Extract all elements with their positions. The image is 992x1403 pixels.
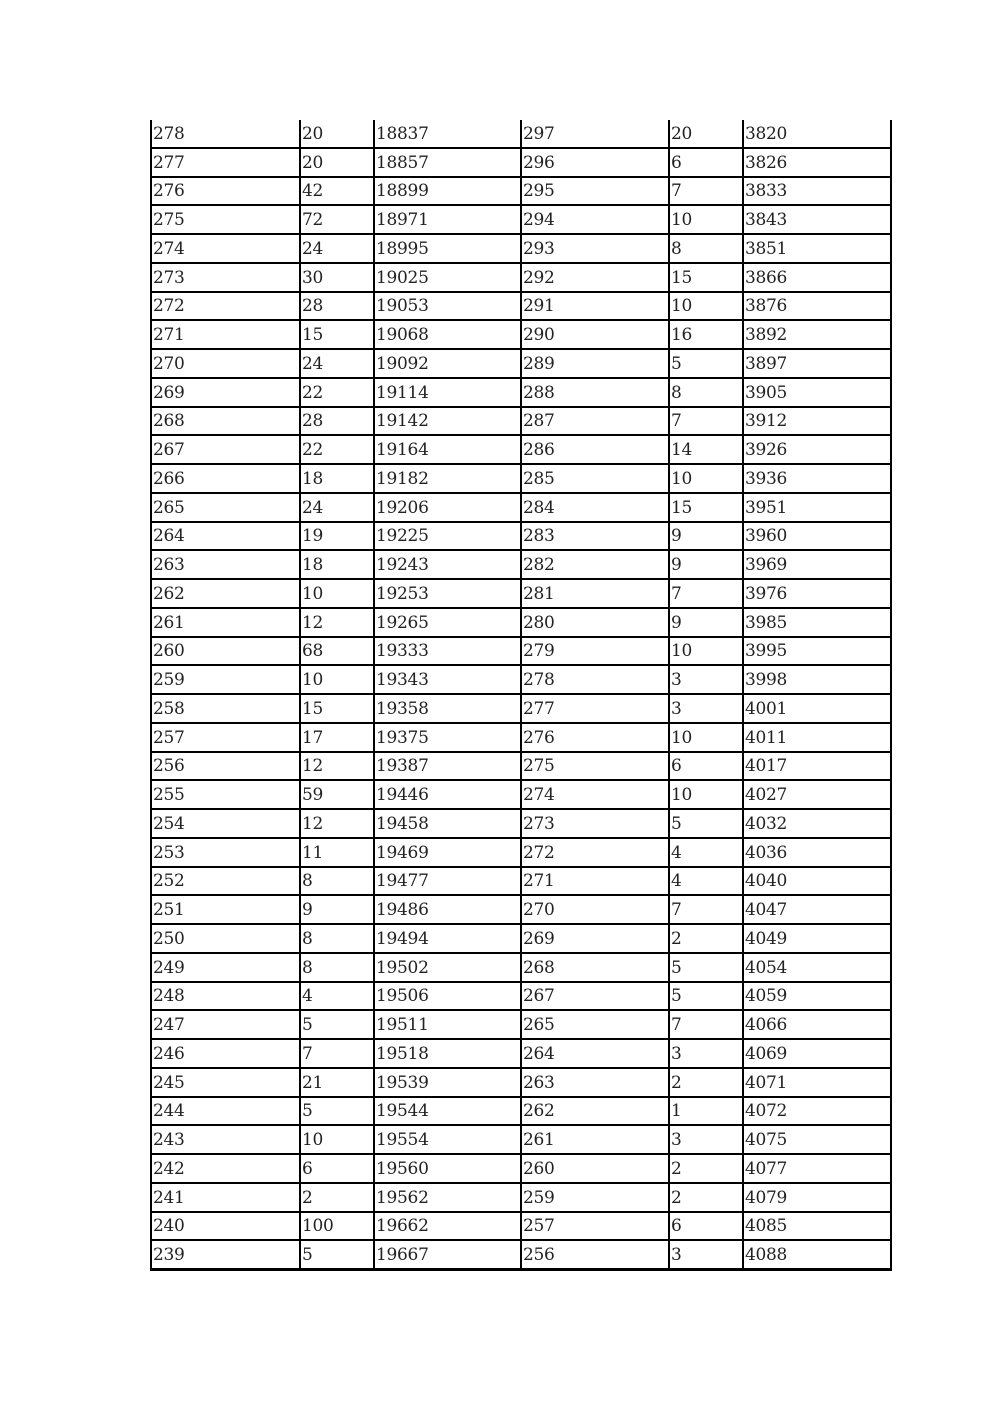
table-row <box>151 895 891 924</box>
table-row <box>151 1240 891 1269</box>
cell-cumulative-b: 3892 <box>743 320 891 349</box>
cell-count-b: 20 <box>669 120 743 148</box>
cell-count-a: 22 <box>300 378 374 407</box>
cell-score-b: 257 <box>521 1212 669 1241</box>
cell-count-b: 4 <box>669 867 743 896</box>
cell-score-a: 269 <box>151 378 300 407</box>
cell-score-b: 281 <box>521 579 669 608</box>
cell-cumulative-b: 4072 <box>743 1097 891 1126</box>
cell-count-a: 5 <box>300 1010 374 1039</box>
table-row <box>151 1039 891 1068</box>
cell-score-b: 263 <box>521 1068 669 1097</box>
cell-cumulative-b: 3851 <box>743 234 891 263</box>
table-row <box>151 522 891 551</box>
cell-count-b: 10 <box>669 464 743 493</box>
cell-score-b: 282 <box>521 550 669 579</box>
cell-cumulative-a: 19343 <box>374 665 521 694</box>
cell-count-a: 6 <box>300 1154 374 1183</box>
cell-cumulative-a: 19494 <box>374 924 521 953</box>
cell-cumulative-b: 4059 <box>743 982 891 1011</box>
cell-count-a: 19 <box>300 522 374 551</box>
cell-score-a: 272 <box>151 292 300 321</box>
cell-cumulative-b: 4047 <box>743 895 891 924</box>
cell-cumulative-b: 3926 <box>743 435 891 464</box>
cell-count-b: 6 <box>669 148 743 177</box>
cell-count-a: 15 <box>300 694 374 723</box>
cell-score-a: 247 <box>151 1010 300 1039</box>
cell-score-b: 274 <box>521 780 669 809</box>
cell-count-b: 10 <box>669 292 743 321</box>
cell-cumulative-a: 18857 <box>374 148 521 177</box>
cell-count-a: 18 <box>300 464 374 493</box>
cell-cumulative-a: 19486 <box>374 895 521 924</box>
cell-cumulative-a: 19539 <box>374 1068 521 1097</box>
cell-count-b: 9 <box>669 522 743 551</box>
cell-score-b: 277 <box>521 694 669 723</box>
cell-cumulative-b: 3820 <box>743 120 891 148</box>
table-row <box>151 1212 891 1241</box>
table-row <box>151 608 891 637</box>
table-row <box>151 1010 891 1039</box>
cell-cumulative-b: 4077 <box>743 1154 891 1183</box>
cell-cumulative-a: 18995 <box>374 234 521 263</box>
cell-count-a: 24 <box>300 349 374 378</box>
cell-score-a: 250 <box>151 924 300 953</box>
cell-count-a: 12 <box>300 809 374 838</box>
cell-score-b: 273 <box>521 809 669 838</box>
cell-count-a: 59 <box>300 780 374 809</box>
cell-score-a: 268 <box>151 407 300 436</box>
cell-count-a: 20 <box>300 120 374 148</box>
cell-score-b: 290 <box>521 320 669 349</box>
cell-cumulative-a: 19544 <box>374 1097 521 1126</box>
cell-count-a: 21 <box>300 1068 374 1097</box>
cell-count-a: 30 <box>300 263 374 292</box>
cell-count-a: 100 <box>300 1212 374 1241</box>
cell-cumulative-a: 19560 <box>374 1154 521 1183</box>
cell-score-a: 261 <box>151 608 300 637</box>
cell-score-a: 260 <box>151 637 300 666</box>
cell-cumulative-b: 4079 <box>743 1183 891 1212</box>
cell-count-b: 14 <box>669 435 743 464</box>
cell-score-b: 278 <box>521 665 669 694</box>
cell-cumulative-b: 4088 <box>743 1240 891 1269</box>
cell-cumulative-b: 4027 <box>743 780 891 809</box>
table-row <box>151 752 891 781</box>
cell-score-b: 283 <box>521 522 669 551</box>
score-table-body <box>151 120 891 1270</box>
cell-count-a: 11 <box>300 838 374 867</box>
cell-count-a: 5 <box>300 1240 374 1269</box>
cell-count-b: 10 <box>669 723 743 752</box>
cell-cumulative-a: 19469 <box>374 838 521 867</box>
cell-cumulative-b: 3876 <box>743 292 891 321</box>
cell-cumulative-b: 4054 <box>743 953 891 982</box>
cell-count-a: 28 <box>300 292 374 321</box>
cell-cumulative-a: 19053 <box>374 292 521 321</box>
cell-count-a: 8 <box>300 867 374 896</box>
cell-cumulative-a: 19164 <box>374 435 521 464</box>
cell-cumulative-b: 4040 <box>743 867 891 896</box>
cell-cumulative-a: 19025 <box>374 263 521 292</box>
cell-cumulative-b: 4049 <box>743 924 891 953</box>
cell-cumulative-a: 19243 <box>374 550 521 579</box>
cell-score-a: 245 <box>151 1068 300 1097</box>
cell-count-a: 12 <box>300 608 374 637</box>
cell-cumulative-a: 19506 <box>374 982 521 1011</box>
cell-count-b: 5 <box>669 349 743 378</box>
cell-cumulative-a: 19387 <box>374 752 521 781</box>
table-row <box>151 148 891 177</box>
cell-score-a: 262 <box>151 579 300 608</box>
cell-count-b: 7 <box>669 1010 743 1039</box>
cell-score-b: 262 <box>521 1097 669 1126</box>
cell-count-b: 6 <box>669 1212 743 1241</box>
cell-count-a: 5 <box>300 1097 374 1126</box>
cell-score-a: 259 <box>151 665 300 694</box>
cell-count-b: 2 <box>669 1154 743 1183</box>
cell-count-b: 5 <box>669 982 743 1011</box>
cell-count-b: 2 <box>669 1068 743 1097</box>
cell-cumulative-a: 19068 <box>374 320 521 349</box>
cell-count-a: 22 <box>300 435 374 464</box>
cell-score-a: 240 <box>151 1212 300 1241</box>
table-row <box>151 867 891 896</box>
cell-cumulative-a: 19554 <box>374 1125 521 1154</box>
cell-score-a: 257 <box>151 723 300 752</box>
cell-cumulative-a: 19511 <box>374 1010 521 1039</box>
table-row <box>151 407 891 436</box>
cell-cumulative-b: 3936 <box>743 464 891 493</box>
cell-count-a: 9 <box>300 895 374 924</box>
cell-count-a: 24 <box>300 234 374 263</box>
cell-count-b: 10 <box>669 780 743 809</box>
cell-count-a: 7 <box>300 1039 374 1068</box>
cell-score-a: 248 <box>151 982 300 1011</box>
cell-score-a: 255 <box>151 780 300 809</box>
cell-count-b: 3 <box>669 694 743 723</box>
cell-count-b: 5 <box>669 953 743 982</box>
cell-count-b: 9 <box>669 608 743 637</box>
cell-count-a: 28 <box>300 407 374 436</box>
cell-score-a: 264 <box>151 522 300 551</box>
cell-score-b: 291 <box>521 292 669 321</box>
cell-count-b: 3 <box>669 665 743 694</box>
cell-score-b: 289 <box>521 349 669 378</box>
cell-cumulative-b: 3976 <box>743 579 891 608</box>
cell-cumulative-a: 19358 <box>374 694 521 723</box>
cell-count-a: 10 <box>300 579 374 608</box>
cell-score-a: 266 <box>151 464 300 493</box>
cell-count-a: 8 <box>300 953 374 982</box>
cell-score-b: 261 <box>521 1125 669 1154</box>
cell-count-b: 16 <box>669 320 743 349</box>
cell-score-a: 252 <box>151 867 300 896</box>
cell-cumulative-b: 3833 <box>743 177 891 206</box>
cell-score-b: 260 <box>521 1154 669 1183</box>
cell-cumulative-a: 19662 <box>374 1212 521 1241</box>
cell-cumulative-a: 19225 <box>374 522 521 551</box>
cell-score-b: 294 <box>521 205 669 234</box>
cell-cumulative-a: 19142 <box>374 407 521 436</box>
cell-score-a: 242 <box>151 1154 300 1183</box>
cell-score-b: 288 <box>521 378 669 407</box>
cell-count-a: 18 <box>300 550 374 579</box>
table-row <box>151 1097 891 1126</box>
table-row <box>151 637 891 666</box>
cell-score-b: 265 <box>521 1010 669 1039</box>
cell-count-b: 4 <box>669 838 743 867</box>
cell-score-a: 270 <box>151 349 300 378</box>
cell-cumulative-a: 19092 <box>374 349 521 378</box>
cell-cumulative-b: 4066 <box>743 1010 891 1039</box>
cell-count-b: 2 <box>669 924 743 953</box>
cell-score-b: 275 <box>521 752 669 781</box>
cell-cumulative-b: 3912 <box>743 407 891 436</box>
cell-score-b: 295 <box>521 177 669 206</box>
cell-score-b: 292 <box>521 263 669 292</box>
cell-score-b: 264 <box>521 1039 669 1068</box>
cell-count-a: 15 <box>300 320 374 349</box>
cell-score-a: 275 <box>151 205 300 234</box>
cell-cumulative-a: 19253 <box>374 579 521 608</box>
cell-cumulative-b: 4069 <box>743 1039 891 1068</box>
cell-count-b: 7 <box>669 177 743 206</box>
table-row <box>151 292 891 321</box>
cell-cumulative-a: 19265 <box>374 608 521 637</box>
cell-cumulative-a: 19562 <box>374 1183 521 1212</box>
cell-cumulative-b: 4071 <box>743 1068 891 1097</box>
table-row <box>151 1068 891 1097</box>
table-row <box>151 1183 891 1212</box>
cell-count-b: 7 <box>669 895 743 924</box>
cell-count-b: 7 <box>669 407 743 436</box>
table-row <box>151 780 891 809</box>
cell-count-b: 1 <box>669 1097 743 1126</box>
cell-count-b: 3 <box>669 1039 743 1068</box>
cell-count-b: 15 <box>669 263 743 292</box>
cell-score-a: 277 <box>151 148 300 177</box>
table-row <box>151 177 891 206</box>
cell-score-a: 267 <box>151 435 300 464</box>
cell-cumulative-b: 3897 <box>743 349 891 378</box>
cell-score-a: 239 <box>151 1240 300 1269</box>
cell-count-b: 6 <box>669 752 743 781</box>
cell-score-b: 272 <box>521 838 669 867</box>
cell-count-b: 5 <box>669 809 743 838</box>
cell-score-b: 279 <box>521 637 669 666</box>
cell-score-a: 246 <box>151 1039 300 1068</box>
cell-score-a: 243 <box>151 1125 300 1154</box>
cell-score-a: 274 <box>151 234 300 263</box>
cell-score-b: 284 <box>521 493 669 522</box>
cell-count-b: 7 <box>669 579 743 608</box>
cell-count-b: 10 <box>669 637 743 666</box>
table-row <box>151 349 891 378</box>
cell-cumulative-a: 18837 <box>374 120 521 148</box>
cell-cumulative-b: 3826 <box>743 148 891 177</box>
cell-score-b: 259 <box>521 1183 669 1212</box>
table-row <box>151 809 891 838</box>
cell-cumulative-a: 18971 <box>374 205 521 234</box>
cell-count-b: 2 <box>669 1183 743 1212</box>
cell-cumulative-a: 19114 <box>374 378 521 407</box>
table-row <box>151 982 891 1011</box>
cell-cumulative-a: 19518 <box>374 1039 521 1068</box>
cell-cumulative-b: 3843 <box>743 205 891 234</box>
table-row <box>151 263 891 292</box>
cell-score-b: 270 <box>521 895 669 924</box>
cell-cumulative-b: 3866 <box>743 263 891 292</box>
cell-score-b: 280 <box>521 608 669 637</box>
table-row <box>151 120 891 148</box>
table-row <box>151 924 891 953</box>
table-row <box>151 493 891 522</box>
cell-count-a: 10 <box>300 1125 374 1154</box>
cell-cumulative-b: 4075 <box>743 1125 891 1154</box>
cell-score-a: 273 <box>151 263 300 292</box>
cell-score-a: 254 <box>151 809 300 838</box>
table-row <box>151 838 891 867</box>
score-table <box>150 120 892 1271</box>
cell-score-a: 263 <box>151 550 300 579</box>
cell-cumulative-a: 18899 <box>374 177 521 206</box>
cell-count-a: 10 <box>300 665 374 694</box>
cell-cumulative-a: 19458 <box>374 809 521 838</box>
cell-count-a: 17 <box>300 723 374 752</box>
table-row <box>151 205 891 234</box>
cell-score-b: 268 <box>521 953 669 982</box>
cell-cumulative-b: 4085 <box>743 1212 891 1241</box>
cell-cumulative-b: 3998 <box>743 665 891 694</box>
cell-cumulative-b: 4017 <box>743 752 891 781</box>
cell-cumulative-b: 3985 <box>743 608 891 637</box>
table-row <box>151 1125 891 1154</box>
cell-count-b: 9 <box>669 550 743 579</box>
cell-count-a: 20 <box>300 148 374 177</box>
cell-score-a: 249 <box>151 953 300 982</box>
table-row <box>151 694 891 723</box>
cell-score-b: 271 <box>521 867 669 896</box>
cell-cumulative-a: 19667 <box>374 1240 521 1269</box>
cell-cumulative-a: 19182 <box>374 464 521 493</box>
table-row <box>151 1154 891 1183</box>
cell-count-a: 4 <box>300 982 374 1011</box>
cell-cumulative-a: 19502 <box>374 953 521 982</box>
cell-cumulative-b: 3995 <box>743 637 891 666</box>
cell-score-a: 265 <box>151 493 300 522</box>
cell-count-a: 68 <box>300 637 374 666</box>
cell-score-b: 287 <box>521 407 669 436</box>
cell-score-a: 251 <box>151 895 300 924</box>
cell-score-a: 244 <box>151 1097 300 1126</box>
cell-count-a: 2 <box>300 1183 374 1212</box>
table-row <box>151 953 891 982</box>
cell-count-a: 42 <box>300 177 374 206</box>
cell-count-a: 8 <box>300 924 374 953</box>
cell-score-b: 267 <box>521 982 669 1011</box>
cell-score-b: 286 <box>521 435 669 464</box>
cell-score-b: 256 <box>521 1240 669 1269</box>
cell-cumulative-b: 4011 <box>743 723 891 752</box>
cell-cumulative-b: 3951 <box>743 493 891 522</box>
cell-count-a: 12 <box>300 752 374 781</box>
cell-cumulative-a: 19477 <box>374 867 521 896</box>
cell-count-b: 3 <box>669 1240 743 1269</box>
cell-count-b: 3 <box>669 1125 743 1154</box>
cell-count-b: 8 <box>669 234 743 263</box>
cell-cumulative-b: 4032 <box>743 809 891 838</box>
cell-count-a: 24 <box>300 493 374 522</box>
cell-count-a: 72 <box>300 205 374 234</box>
table-row <box>151 320 891 349</box>
cell-count-b: 10 <box>669 205 743 234</box>
table-row <box>151 665 891 694</box>
cell-score-b: 276 <box>521 723 669 752</box>
cell-score-a: 256 <box>151 752 300 781</box>
table-row <box>151 464 891 493</box>
cell-cumulative-b: 3969 <box>743 550 891 579</box>
cell-score-b: 297 <box>521 120 669 148</box>
cell-count-b: 15 <box>669 493 743 522</box>
cell-cumulative-a: 19446 <box>374 780 521 809</box>
cell-cumulative-a: 19375 <box>374 723 521 752</box>
table-row <box>151 550 891 579</box>
cell-score-a: 276 <box>151 177 300 206</box>
cell-cumulative-b: 3905 <box>743 378 891 407</box>
cell-score-b: 293 <box>521 234 669 263</box>
cell-score-a: 271 <box>151 320 300 349</box>
cell-cumulative-b: 4001 <box>743 694 891 723</box>
table-row <box>151 435 891 464</box>
cell-cumulative-a: 19333 <box>374 637 521 666</box>
table-row <box>151 234 891 263</box>
table-row <box>151 723 891 752</box>
table-row <box>151 378 891 407</box>
cell-count-b: 8 <box>669 378 743 407</box>
cell-score-a: 278 <box>151 120 300 148</box>
cell-cumulative-b: 4036 <box>743 838 891 867</box>
cell-cumulative-a: 19206 <box>374 493 521 522</box>
cell-score-a: 258 <box>151 694 300 723</box>
cell-score-b: 296 <box>521 148 669 177</box>
table-row <box>151 579 891 608</box>
cell-score-a: 253 <box>151 838 300 867</box>
cell-score-b: 269 <box>521 924 669 953</box>
cell-score-b: 285 <box>521 464 669 493</box>
cell-cumulative-b: 3960 <box>743 522 891 551</box>
cell-score-a: 241 <box>151 1183 300 1212</box>
